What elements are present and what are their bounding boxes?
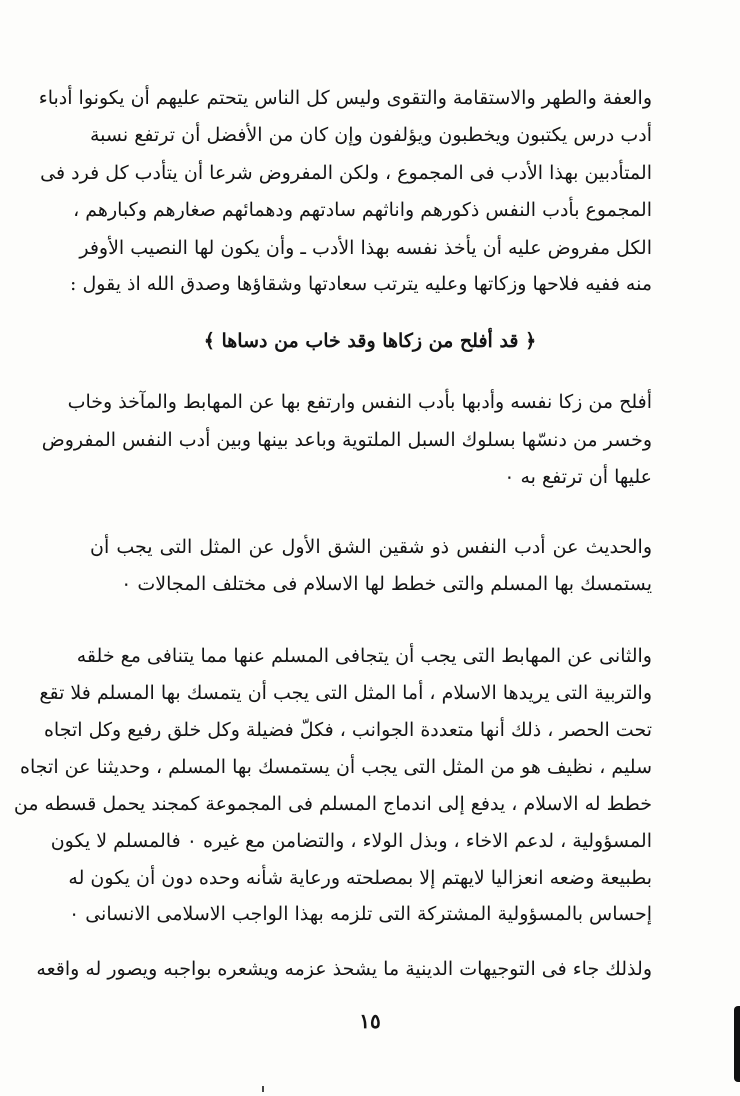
scan-binding-shadow — [734, 1006, 740, 1082]
page-number: ١٥ — [359, 1009, 381, 1033]
text-line: عليها أن ترتفع به ٠ — [504, 466, 652, 488]
text-line: والحديث عن أدب النفس ذو شقين الشق الأول عن المثل التى يجب أن — [90, 536, 652, 558]
text-line: تحت الحصر ، ذلك أنها متعددة الجوانب ، فكلّ فضيلة وكل خلق رفيع وكل اتجاه — [43, 719, 652, 741]
text-line: يستمسك بها المسلم والتى خطط لها الاسلام فى مختلف المجالات ٠ — [121, 573, 652, 595]
text-line: المجموع بأدب النفس ذكورهم واناثهم سادتهم ودهمائهم صغارهم وكبارهم ، — [73, 199, 652, 221]
text-line: بطبيعة وضعه انعزاليا لايهتم إلا بمصلحته ورعاية شأنه وحده دون أن يكون له — [68, 867, 652, 889]
text-line: خطط له الاسلام ، يدفع إلى اندماج المسلم فى المجموعة كمجند يحمل قسطه من — [13, 793, 652, 815]
text-line: المسؤولية ، لدعم الاخاء ، وبذل الولاء ، والتضامن مع غيره ٠ فالمسلم لا يكون — [50, 830, 652, 852]
text-line: منه ففيه فلاحها وزكاتها وعليه يترتب سعادتها وشقاؤها وصدق الله اذ يقول : — [70, 273, 652, 295]
scan-speck — [262, 1086, 264, 1092]
quran-verse: ﴿ قد أفلح من زكاها وقد خاب من دساها ﴾ — [203, 330, 537, 352]
text-line: إحساس بالمسؤولية المشتركة التى تلزمه بهذا الواجب الاسلامى الانسانى ٠ — [68, 903, 652, 925]
text-line: المتأدبين بهذا الأدب فى المجموع ، ولكن المفروض شرعا أن يتأدب كل فرد فى — [40, 162, 652, 184]
text-line: ولذلك جاء فى التوجيهات الدينية ما يشحذ عزمه ويشعره بواجبه ويصور له واقعه — [36, 958, 652, 980]
text-line: والتربية التى يريدها الاسلام ، أما المثل التى يجب أن يتمسك بها المسلم فلا تقع — [39, 682, 652, 704]
text-line: والثانى عن المهابط التى يجب أن يتجافى المسلم عنها مما يتنافى مع خلقه — [76, 645, 652, 667]
text-line: والعفة والطهر والاستقامة والتقوى وليس كل الناس يتحتم عليهم أن يكونوا أدباء — [38, 87, 652, 109]
text-line: سليم ، نظيف هو من المثل التى يجب أن يستمسك بها المسلم ، وحديثنا عن اتجاه — [20, 756, 652, 778]
text-line: الكل مفروض عليه أن يأخذ نفسه بهذا الأدب ـ وأن يكون لها النصيب الأوفر — [79, 237, 652, 259]
text-line: أفلح من زكا نفسه وأدبها بأدب النفس وارتفع بها عن المهابط والمآخذ وخاب — [67, 391, 652, 413]
text-line: أدب درس يكتبون ويخطبون ويؤلفون وإن كان من الأفضل أن ترتفع نسبة — [90, 124, 652, 146]
text-line: وخسر من دنسّها بسلوك السبل الملتوية وباعد بينها وبين أدب النفس المفروض — [41, 429, 652, 451]
